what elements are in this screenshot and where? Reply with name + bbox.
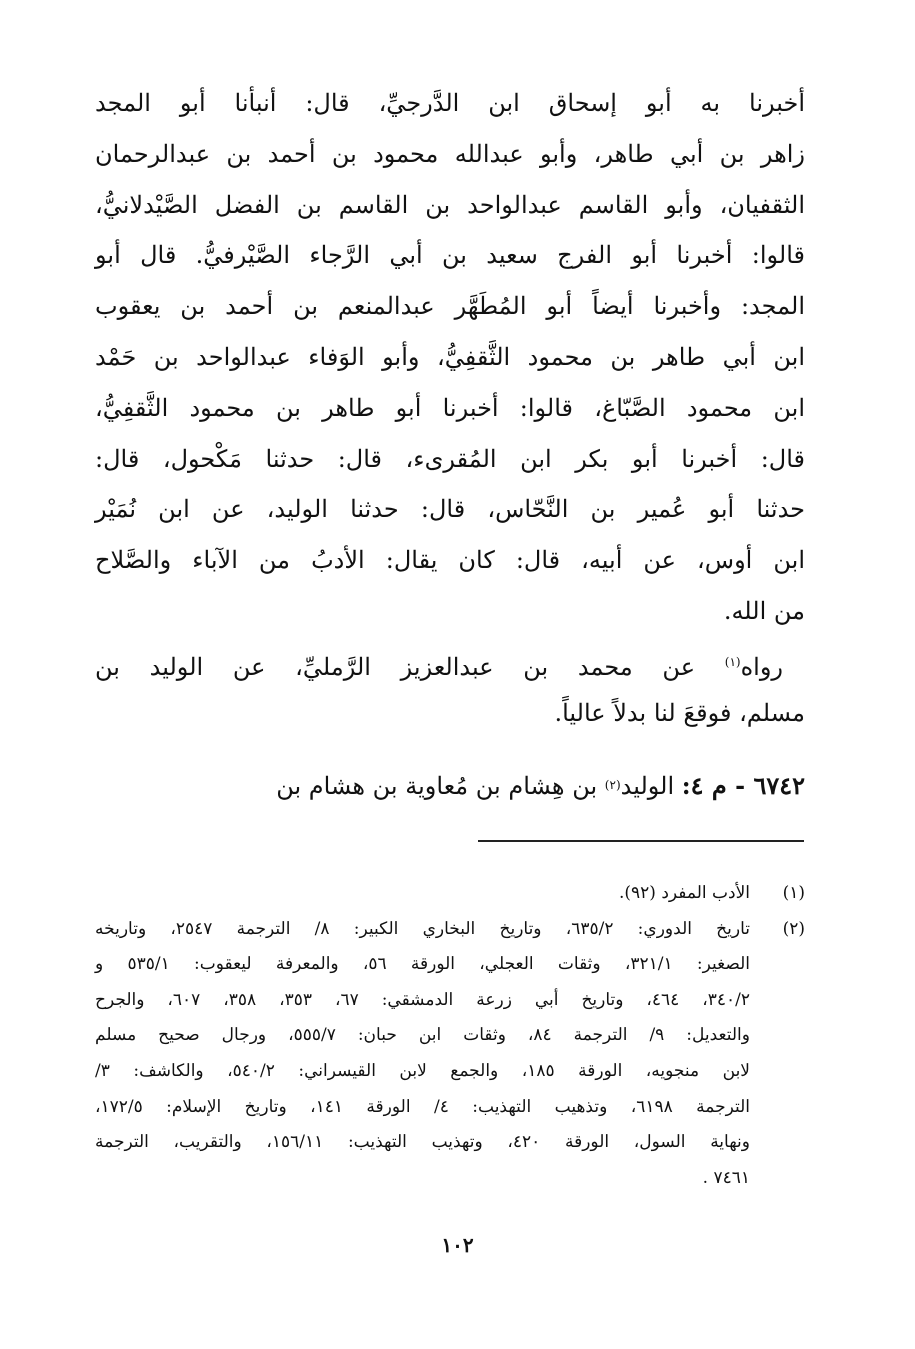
entry-number: ٦٧٤٢ - م ٤: bbox=[681, 770, 805, 800]
footnote-line: لابن منجويه، الورقة ١٨٥، والجمع لابن القيسراني: ٥٤٠/٢، والكاشف: ٣/ bbox=[95, 1060, 750, 1081]
footnote-marker[interactable]: (٢) bbox=[604, 778, 621, 793]
footnote-line: الصغير: ٣٢١/١، وثقات العجلي، الورقة ٥٦، والمعرفة ليعقوب: ٥٣٥/١ و bbox=[95, 954, 750, 975]
footnote-line: ٧٤٦١ . bbox=[702, 1167, 750, 1188]
footnote-body bbox=[95, 876, 750, 912]
entry-name: الوليد bbox=[620, 771, 675, 800]
text-line: قالوا: أخبرنا أبو الفرج سعيد بن أبي الرَّجاء الصَّيْرفيُّ. قال أبو bbox=[95, 241, 805, 270]
rawah-line-2: مسلم، فوقعَ لنا بدلاً عالياً. bbox=[554, 698, 805, 727]
text-line: المجد: وأخبرنا أيضاً أبو المُطَهَّر عبدالمنعم بن أحمد بن يعقوب bbox=[95, 292, 805, 321]
footnote-number: (١) bbox=[782, 883, 805, 903]
text-line: حدثنا أبو عُمير بن النَّحّاس، قال: حدثنا الوليد، عن ابن نُمَيْر bbox=[95, 495, 805, 524]
text-line: الثقفيان، وأبو القاسم عبدالواحد بن القاسم بن الفضل الصَّيْدلانيُّ، bbox=[95, 190, 805, 219]
footnote-marker[interactable]: (١) bbox=[724, 654, 741, 669]
main-text bbox=[95, 78, 805, 811]
rawah-line-1 bbox=[95, 637, 805, 688]
footnote-line: والتعديل: ٩/ الترجمة ٨٤، وثقات ابن حبان: ٥٥٥/٧، ورجال صحيح مسلم bbox=[95, 1025, 750, 1046]
text-line: قال: أخبرنا أبو بكر ابن المُقرىء، قال: حدثنا مَكْحول، قال: bbox=[95, 444, 805, 473]
text-line: ابن محمود الصَّبّاغ، قالوا: أخبرنا أبو طاهر بن محمود الثَّقفِيُّ، bbox=[95, 393, 805, 422]
rawah-start: رواه bbox=[740, 652, 783, 681]
footnote-body bbox=[95, 912, 750, 1197]
footnote-number: (٢) bbox=[782, 918, 805, 939]
page-number: ١٠٢ bbox=[441, 1233, 474, 1257]
entry-heading bbox=[95, 760, 805, 811]
footnote-line: الأدب المفرد (٩٢). bbox=[618, 883, 750, 903]
entry-rest: بن هِشام بن مُعاوية بن هشام بن bbox=[276, 771, 598, 800]
footnote-line: الترجمة ٦١٩٨، وتذهيب التهذيب: ٤/ الورقة ١٤١، وتاريخ الإسلام: ١٧٢/٥، bbox=[95, 1096, 751, 1117]
footnote bbox=[95, 876, 805, 912]
footnote-line: ٣٤٠/٢، ٤٦٤، وتاريخ أبي زرعة الدمشقي: ٦٧، ٣٥٣، ٣٥٨، ٦٠٧، والجرح bbox=[95, 989, 751, 1010]
footnote-line: تاريخ الدوري: ٦٣٥/٢، وتاريخ البخاري الكبير: ٨/ الترجمة ٢٥٤٧، وتاريخه bbox=[95, 918, 750, 939]
footnotes bbox=[95, 876, 805, 1196]
text-line: ابن أوس، عن أبيه، قال: كان يقال: الأدبُ من الآباء والصَّلاح bbox=[95, 546, 805, 575]
footnote-line: ونهاية السول، الورقة ٤٢٠، وتهذيب التهذيب: ١٥٦/١١، والتقريب، الترجمة bbox=[95, 1132, 750, 1153]
text-line: ابن أبي طاهر بن محمود الثَّقفِيُّ، وأبو الوَفاء عبدالواحد بن حَمْد bbox=[95, 342, 805, 371]
text-line: من الله. bbox=[723, 597, 805, 626]
page-body bbox=[95, 78, 805, 811]
rawah-rest: عن محمد بن عبدالعزيز الرَّمليِّ، عن الوليد بن bbox=[95, 652, 696, 681]
footnote bbox=[95, 912, 805, 1197]
text-line: أخبرنا به أبو إسحاق ابن الدَّرجيِّ، قال: أنبأنا أبو المجد bbox=[95, 89, 805, 117]
text-line: زاهر بن أبي طاهر، وأبو عبدالله محمود بن أحمد بن عبدالرحمان bbox=[95, 139, 805, 168]
footnote-divider bbox=[478, 840, 804, 842]
